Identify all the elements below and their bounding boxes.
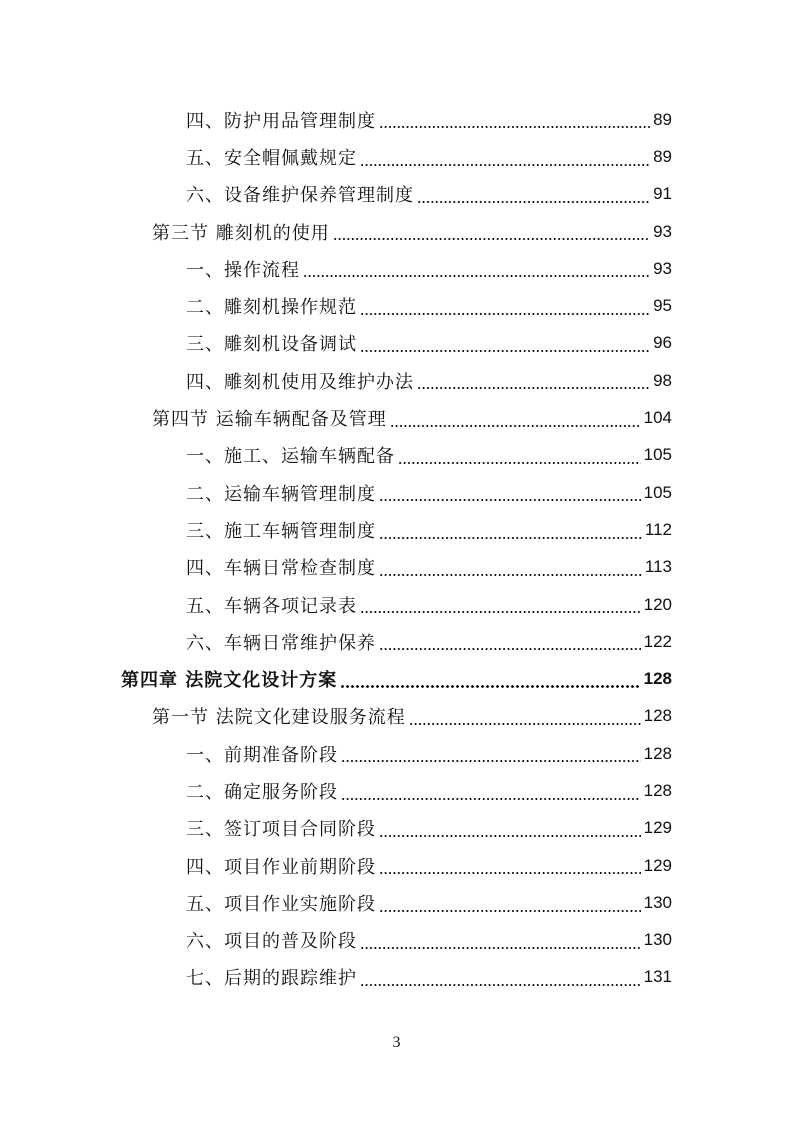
toc-entry-page-number: 105 bbox=[643, 482, 672, 502]
toc-subsection-entry[interactable] bbox=[0, 250, 793, 287]
toc-dot-leader bbox=[390, 425, 641, 427]
toc-entry-title: 四、车辆日常检查制度 bbox=[186, 558, 376, 580]
toc-entry-title: 六、项目的普及阶段 bbox=[186, 931, 357, 953]
toc-subsection-entry[interactable] bbox=[0, 437, 793, 474]
toc-subsection-entry[interactable] bbox=[0, 287, 793, 324]
toc-entry-page-number: 128 bbox=[643, 706, 672, 726]
toc-entry-title: 四、项目作业前期阶段 bbox=[186, 856, 376, 878]
toc-subsection-entry[interactable] bbox=[0, 884, 793, 921]
toc-entry-title: 三、雕刻机设备调试 bbox=[186, 334, 357, 356]
toc-entry-title: 第四节 运输车辆配备及管理 bbox=[152, 409, 387, 431]
toc-entry-page-number: 128 bbox=[643, 780, 672, 800]
toc-entry-title: 二、确定服务阶段 bbox=[186, 781, 338, 803]
toc-subsection-entry[interactable] bbox=[0, 474, 793, 511]
toc-dot-leader bbox=[409, 723, 641, 725]
toc-entry-page-number: 95 bbox=[653, 296, 672, 316]
toc-entry-page-number: 113 bbox=[644, 557, 672, 577]
toc-subsection-entry[interactable] bbox=[0, 586, 793, 623]
toc-dot-leader bbox=[417, 201, 650, 203]
toc-dot-leader bbox=[303, 275, 650, 277]
toc-dot-leader bbox=[398, 462, 641, 464]
toc-subsection-entry[interactable] bbox=[0, 623, 793, 660]
toc-dot-leader bbox=[333, 238, 650, 240]
toc-dot-leader bbox=[379, 872, 641, 874]
toc-dot-leader bbox=[340, 685, 640, 688]
toc-subsection-entry[interactable] bbox=[0, 511, 793, 548]
toc-entry-title: 三、签订项目合同阶段 bbox=[186, 819, 376, 841]
toc-subsection-entry[interactable] bbox=[0, 549, 793, 586]
toc-entry-title: 第四章 法院文化设计方案 bbox=[121, 670, 338, 692]
toc-entry-title: 二、雕刻机操作规范 bbox=[186, 297, 357, 319]
toc-entry-page-number: 93 bbox=[653, 258, 672, 278]
toc-dot-leader bbox=[379, 835, 641, 837]
toc-dot-leader bbox=[360, 164, 650, 166]
toc-dot-leader bbox=[360, 611, 641, 613]
toc-entry-title: 一、操作流程 bbox=[186, 259, 300, 281]
toc-entry-title: 二、运输车辆管理制度 bbox=[186, 483, 376, 505]
toc-subsection-entry[interactable] bbox=[0, 959, 793, 996]
toc-entry-page-number: 129 bbox=[643, 855, 672, 875]
toc-entry-page-number: 130 bbox=[643, 930, 672, 950]
toc-entry-page-number: 89 bbox=[653, 109, 672, 129]
toc-entry-title: 六、设备维护保养管理制度 bbox=[186, 185, 414, 207]
toc-dot-leader bbox=[341, 760, 641, 762]
toc-dot-leader bbox=[417, 387, 650, 389]
toc-dot-leader bbox=[360, 984, 641, 986]
toc-entry-page-number: 98 bbox=[653, 370, 672, 390]
toc-chapter-entry[interactable] bbox=[0, 660, 793, 697]
toc-dot-leader bbox=[379, 648, 641, 650]
toc-subsection-entry[interactable] bbox=[0, 362, 793, 399]
toc-entry-page-number: 131 bbox=[643, 967, 672, 987]
toc-entry-title: 五、安全帽佩戴规定 bbox=[186, 147, 357, 169]
toc-dot-leader bbox=[379, 499, 641, 501]
toc-entry-page-number: 130 bbox=[643, 892, 672, 912]
toc-entry-page-number: 96 bbox=[653, 333, 672, 353]
toc-dot-leader bbox=[360, 313, 650, 315]
toc-section-entry[interactable] bbox=[0, 698, 793, 735]
toc-dot-leader bbox=[379, 574, 642, 576]
toc-dot-leader bbox=[379, 126, 650, 128]
toc-entry-page-number: 112 bbox=[644, 519, 672, 539]
toc-subsection-entry[interactable] bbox=[0, 810, 793, 847]
toc-entry-title: 一、施工、运输车辆配备 bbox=[186, 446, 395, 468]
page-number: 3 bbox=[392, 1034, 401, 1051]
toc-entry-page-number: 93 bbox=[653, 221, 672, 241]
toc-entry-page-number: 120 bbox=[643, 594, 672, 614]
toc-subsection-entry[interactable] bbox=[0, 138, 793, 175]
toc-section-entry[interactable] bbox=[0, 213, 793, 250]
toc-entry-title: 四、雕刻机使用及维护办法 bbox=[186, 371, 414, 393]
toc-dot-leader bbox=[341, 798, 641, 800]
toc-entry-title: 第三节 雕刻机的使用 bbox=[152, 222, 330, 244]
toc-entry-page-number: 128 bbox=[643, 743, 672, 763]
toc-entry-title: 七、后期的跟踪维护 bbox=[186, 968, 357, 990]
toc-subsection-entry[interactable] bbox=[0, 101, 793, 138]
toc-entry-page-number: 91 bbox=[653, 184, 672, 204]
toc-entry-page-number: 104 bbox=[643, 408, 672, 428]
toc-dot-leader bbox=[360, 947, 641, 949]
toc-entry-title: 四、防护用品管理制度 bbox=[186, 110, 376, 132]
toc-entry-title: 第一节 法院文化建设服务流程 bbox=[152, 707, 406, 729]
toc-subsection-entry[interactable] bbox=[0, 735, 793, 772]
toc-entry-title: 五、项目作业实施阶段 bbox=[186, 893, 376, 915]
toc-entry-page-number: 129 bbox=[643, 818, 672, 838]
toc-entry-page-number: 128 bbox=[643, 669, 672, 689]
toc-entry-title: 六、车辆日常维护保养 bbox=[186, 632, 376, 654]
toc-subsection-entry[interactable] bbox=[0, 847, 793, 884]
toc-dot-leader bbox=[379, 537, 642, 539]
toc-section-entry[interactable] bbox=[0, 399, 793, 436]
toc-subsection-entry[interactable] bbox=[0, 325, 793, 362]
toc-entry-title: 五、车辆各项记录表 bbox=[186, 595, 357, 617]
toc-entry-title: 三、施工车辆管理制度 bbox=[186, 520, 376, 542]
toc-subsection-entry[interactable] bbox=[0, 922, 793, 959]
toc-entry-title: 一、前期准备阶段 bbox=[186, 744, 338, 766]
toc-entry-page-number: 89 bbox=[653, 146, 672, 166]
toc-entry-page-number: 105 bbox=[643, 445, 672, 465]
toc-entry-page-number: 122 bbox=[643, 631, 672, 651]
toc-subsection-entry[interactable] bbox=[0, 176, 793, 213]
table-of-contents bbox=[0, 101, 793, 996]
toc-dot-leader bbox=[360, 350, 650, 352]
toc-subsection-entry[interactable] bbox=[0, 772, 793, 809]
toc-dot-leader bbox=[379, 910, 641, 912]
